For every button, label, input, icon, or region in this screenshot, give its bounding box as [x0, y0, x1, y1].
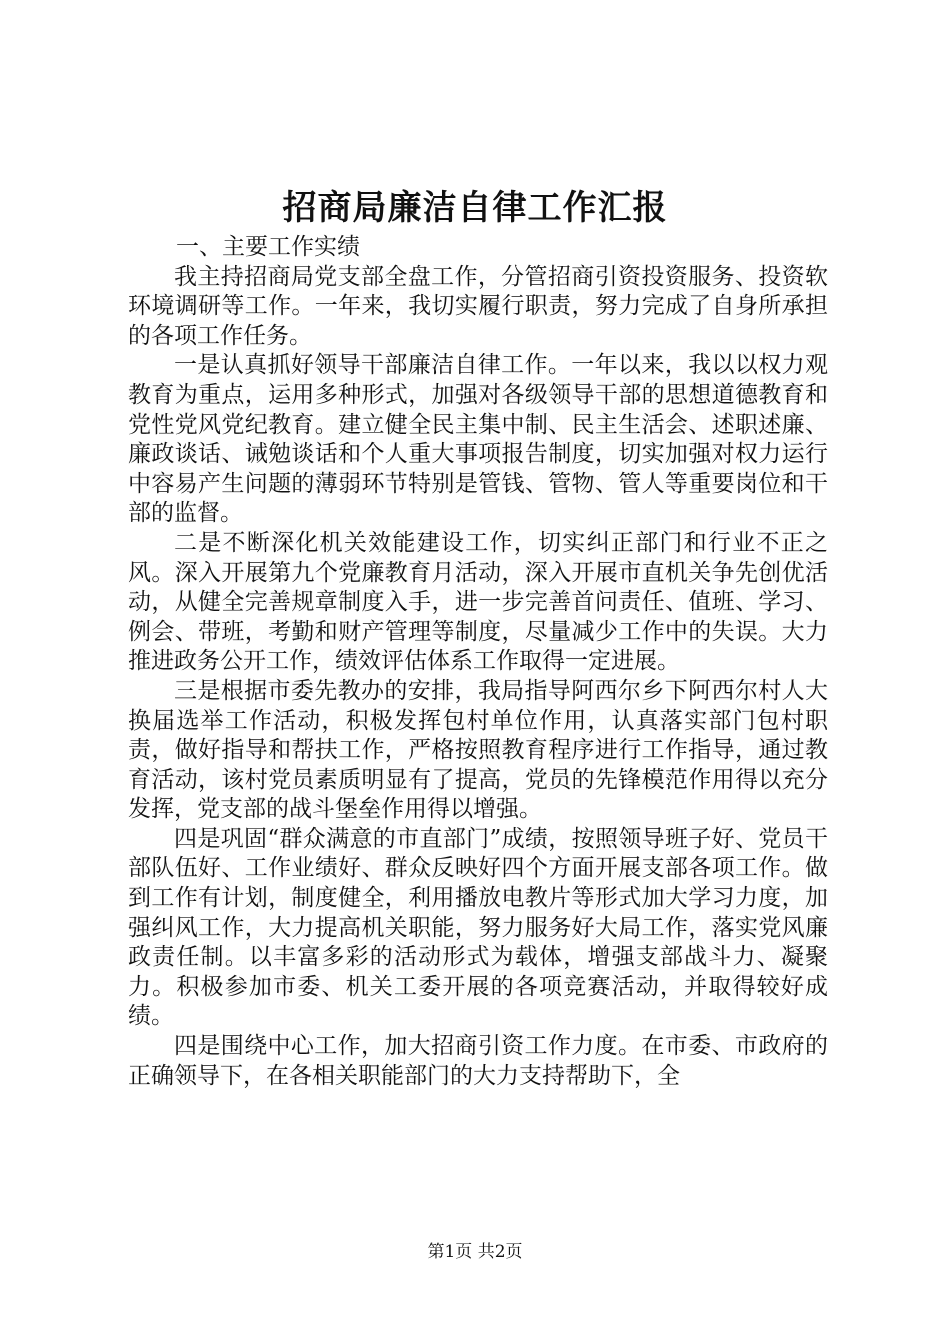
page-number-footer: 第1页 共2页 — [427, 1242, 523, 1262]
section-heading: 一、主要工作实绩 — [176, 234, 360, 260]
paragraph: 四是围绕中心工作，加大招商引资工作力度。在市委、市政府的正确领导下，在各相关职能部门的大力支持帮助下，全 — [128, 1033, 828, 1089]
paragraph: 我主持招商局党支部全盘工作，分管招商引资投资服务、投资软环境调研等工作。一年来，我切实履行职责，努力完成了自身所承担的各项工作任务。 — [128, 263, 828, 349]
paragraph: 二是不断深化机关效能建设工作，切实纠正部门和行业不正之风。深入开展第九个党廉教育月活动，深入开展市直机关争先创优活动，从健全完善规章制度入手，进一步完善首问责任、值班、学习、例会、带班，考勤和财产管理等制度，尽量减少工作中的失误。大力推进政务公开工作，绩效评估体系工作取得一定进展。 — [128, 529, 828, 675]
paragraph: 一是认真抓好领导干部廉洁自律工作。一年以来，我以以权力观教育为重点，运用多种形式，加强对各级领导干部的思想道德教育和党性党风党纪教育。建立健全民主集中制、民主生活会、述职述廉、廉政谈话、诫勉谈话和个人重大事项报告制度，切实加强对权力运行中容易产生问题的薄弱环节特别是管钱、管物、管人等重要岗位和干部的监督。 — [128, 352, 828, 527]
document-body — [128, 233, 828, 1091]
paragraph: 三是根据市委先教办的安排，我局指导阿西尔乡下阿西尔村人大换届选举工作活动，积极发挥包村单位作用，认真落实部门包村职责，做好指导和帮扶工作，严格按照教育程序进行工作指导，通过教育活动，该村党员素质明显有了提高，党员的先锋模范作用得以充分发挥，党支部的战斗堡垒作用得以增强。 — [128, 677, 828, 823]
document-title: 招商局廉洁自律工作汇报 — [282, 188, 668, 228]
paragraph: 四是巩固“群众满意的市直部门”成绩，按照领导班子好、党员干部队伍好、工作业绩好、群众反映好四个方面开展支部各项工作。做到工作有计划，制度健全，利用播放电教片等形式加大学习力度，加强纠风工作，大力提高机关职能，努力服务好大局工作，落实党风廉政责任制。以丰富多彩的活动形式为载体，增强支部战斗力、凝聚力。积极参加市委、机关工委开展的各项竞赛活动，并取得较好成绩。 — [128, 825, 828, 1030]
